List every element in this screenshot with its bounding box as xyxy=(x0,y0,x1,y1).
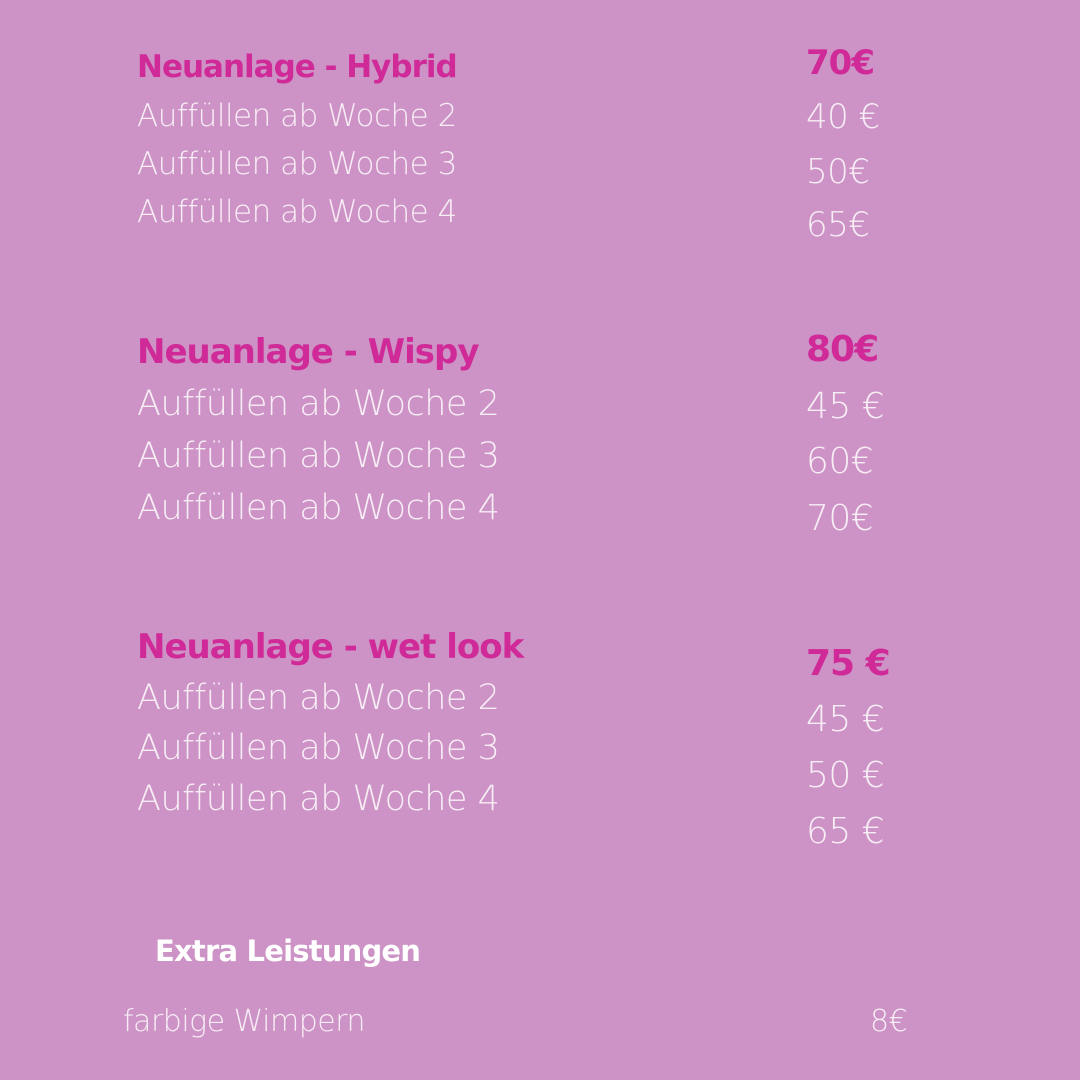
row-price: 50€ xyxy=(806,152,870,192)
row-label: Auffüllen ab Woche 4 xyxy=(137,779,500,819)
row-label: Auffüllen ab Woche 2 xyxy=(137,384,500,424)
extra-item-price: 8€ xyxy=(870,1004,908,1039)
extras-title: Extra Leistungen xyxy=(155,934,421,968)
row-label: Auffüllen ab Woche 3 xyxy=(137,146,457,182)
section-price: 75 € xyxy=(806,643,890,684)
extra-item-label: farbige Wimpern xyxy=(123,1004,366,1039)
row-price: 45 € xyxy=(806,386,885,427)
row-label: Auffüllen ab Woche 2 xyxy=(137,678,500,718)
row-label: Auffüllen ab Woche 2 xyxy=(137,98,457,134)
row-price: 60€ xyxy=(806,441,874,482)
row-price: 65 € xyxy=(806,811,885,852)
row-label: Auffüllen ab Woche 4 xyxy=(137,488,500,528)
section-price: 70€ xyxy=(806,43,874,83)
row-label: Auffüllen ab Woche 3 xyxy=(137,728,500,768)
row-price: 65€ xyxy=(806,205,870,245)
row-price: 40 € xyxy=(806,97,880,137)
section-price: 80€ xyxy=(806,329,879,370)
section-title: Neuanlage - Hybrid xyxy=(137,49,457,85)
section-title: Neuanlage - wet look xyxy=(137,627,524,667)
row-label: Auffüllen ab Woche 3 xyxy=(137,436,500,476)
section-title: Neuanlage - Wispy xyxy=(137,332,479,372)
row-price: 45 € xyxy=(806,699,885,740)
row-price: 70€ xyxy=(806,498,874,539)
row-label: Auffüllen ab Woche 4 xyxy=(137,194,457,230)
row-price: 50 € xyxy=(806,755,885,796)
